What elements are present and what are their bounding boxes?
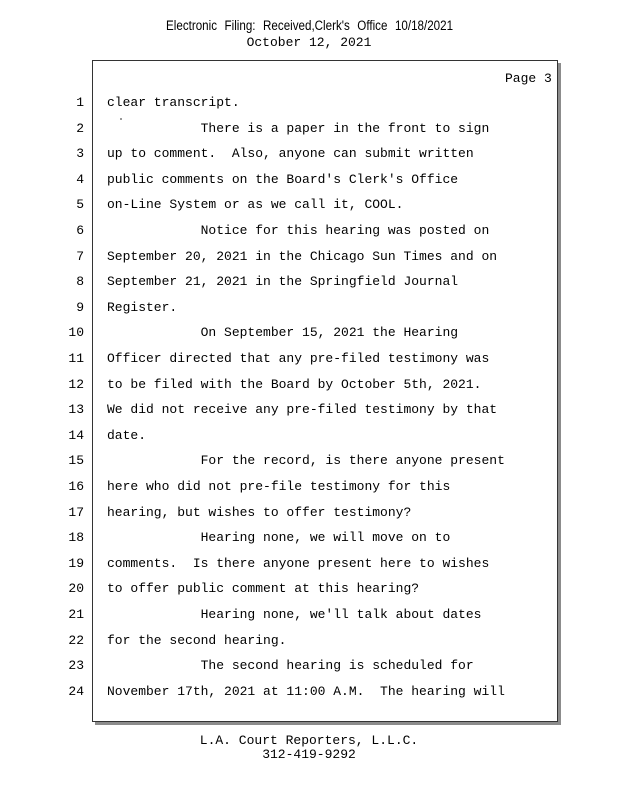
line-number: 13	[68, 402, 84, 418]
line-text: September 20, 2021 in the Chicago Sun Times and on	[107, 248, 498, 264]
line-number: 5	[76, 197, 84, 213]
page-number: Page 3	[505, 71, 552, 86]
line-text: for the second hearing.	[107, 632, 287, 648]
line-number: 18	[68, 530, 84, 546]
line-number: 6	[76, 223, 84, 238]
line-text: November 17th, 2021 at 11:00 A.M. The hearing will	[107, 683, 505, 699]
line-text: Hearing none, we will move on to	[107, 530, 451, 546]
footer-company: L.A. Court Reporters, L.L.C.	[199, 733, 419, 748]
line-text: here who did not pre-file testimony for this	[107, 479, 451, 494]
filing-stamp: Electronic Filing: Received,Clerk's Office 10/18/2021	[166, 18, 454, 33]
line-text: September 21, 2021 in the Springfield Journal	[107, 274, 459, 290]
line-text: to offer public comment at this hearing?	[107, 581, 420, 597]
line-text: We did not receive any pre-filed testimony by that	[107, 402, 498, 418]
line-text: The second hearing is scheduled for	[107, 658, 474, 674]
line-number: 4	[76, 171, 84, 187]
line-number: 11	[68, 351, 84, 366]
line-text: date.	[107, 427, 147, 443]
line-text: Hearing none, we'll talk about dates	[107, 607, 482, 622]
line-number: 21	[68, 607, 84, 622]
line-number: 22	[68, 632, 84, 648]
line-number: 12	[68, 376, 84, 392]
line-text: There is a paper in the front to sign	[107, 120, 490, 136]
line-number: 15	[68, 453, 84, 469]
footer-phone: 312-419-9292	[262, 747, 356, 762]
line-text: Register.	[107, 299, 178, 315]
line-text: Officer directed that any pre-filed testimony was	[107, 351, 490, 366]
hearing-date: October 12, 2021	[246, 35, 372, 50]
line-number: 20	[68, 581, 84, 597]
line-number: 17	[68, 504, 84, 520]
line-text: clear transcript.	[107, 95, 240, 110]
line-number: 19	[68, 555, 84, 571]
line-number: 1	[76, 95, 84, 110]
line-number: 8	[76, 274, 84, 290]
line-text: For the record, is there anyone present	[107, 453, 505, 469]
line-number: 23	[68, 658, 84, 674]
line-text: comments. Is there anyone present here to wishes	[107, 555, 490, 571]
line-number: 16	[68, 479, 84, 494]
line-text: up to comment. Also, anyone can submit written	[107, 146, 474, 162]
line-text: to be filed with the Board by October 5th, 2021.	[107, 376, 482, 392]
line-text: On September 15, 2021 the Hearing	[107, 325, 459, 341]
line-number: 24	[68, 683, 84, 699]
line-number: 10	[68, 325, 84, 341]
line-number: 3	[76, 146, 84, 162]
line-text: on-Line System or as we call it, COOL.	[107, 197, 404, 213]
line-text: hearing, but wishes to offer testimony?	[107, 504, 412, 520]
line-number: 14	[68, 427, 84, 443]
line-number: 2	[76, 120, 84, 136]
line-number: 7	[76, 248, 84, 264]
line-number: 9	[76, 299, 84, 315]
line-text: public comments on the Board's Clerk's Office	[107, 171, 459, 187]
line-text: Notice for this hearing was posted on	[107, 223, 490, 238]
